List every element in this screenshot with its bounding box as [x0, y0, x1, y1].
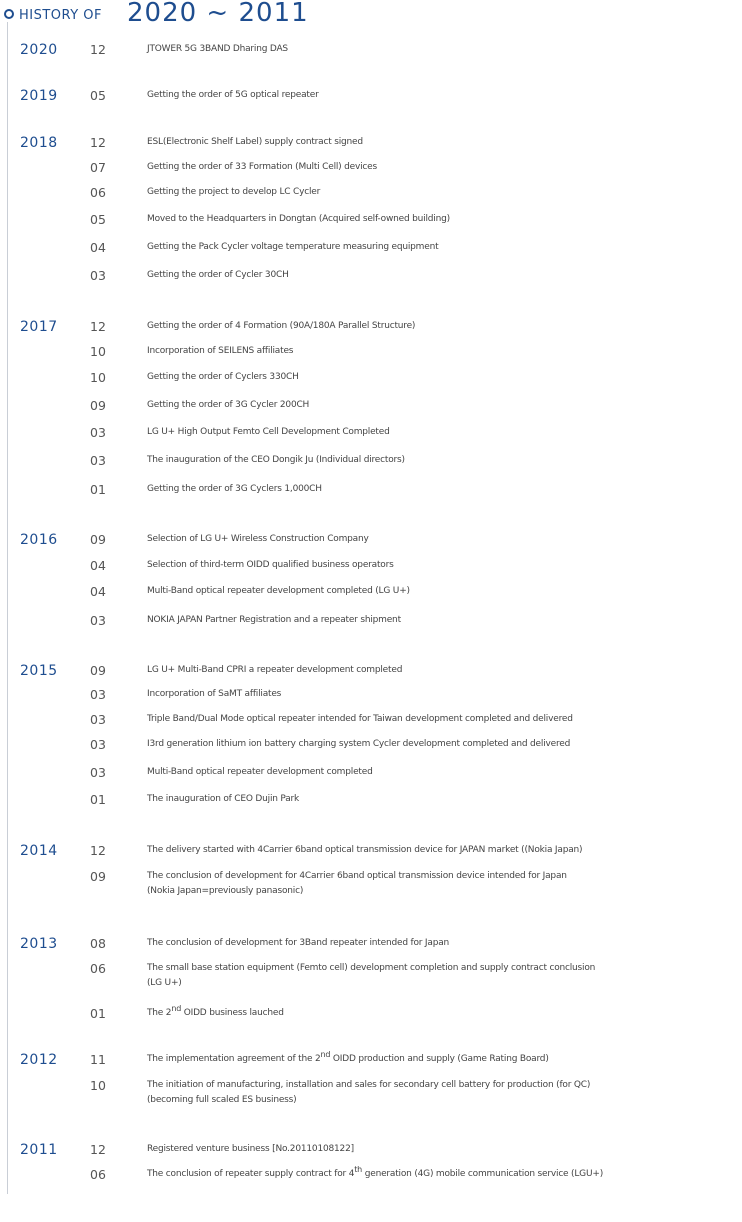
history-entry-text: [147, 843, 742, 858]
month-label: 09: [90, 869, 106, 884]
month-label: 05: [90, 88, 106, 103]
ordinal-suffix: th: [354, 1165, 363, 1174]
month-label: 09: [90, 532, 106, 547]
history-entry-text: [147, 212, 742, 227]
history-entry-text: [147, 370, 742, 385]
history-entry-text: [147, 737, 742, 752]
entry-line: Getting the order of 5G optical repeater: [147, 90, 319, 100]
history-entry-text: [147, 1006, 742, 1021]
month-label: 10: [90, 344, 106, 359]
year-label: 2020: [20, 42, 58, 58]
history-entry-text: [147, 453, 742, 468]
history-entry-text: [147, 160, 742, 175]
month-label: 12: [90, 843, 106, 858]
history-entry-text: [147, 482, 742, 497]
entry-line: Triple Band/Dual Mode optical repeater intended for Taiwan development completed and delivered: [147, 714, 573, 724]
month-label: 08: [90, 936, 106, 951]
entry-text-part: generation (4G) mobile communication service (LGU+): [362, 1169, 603, 1179]
entry-line: Getting the project to develop LC Cycler: [147, 187, 321, 197]
entry-line-continued: (LG U+): [147, 978, 182, 988]
history-entry-text: [147, 1078, 742, 1108]
circle-bullet-icon: [4, 9, 14, 19]
month-label: 04: [90, 240, 106, 255]
entry-line: Getting the order of Cyclers 330CH: [147, 372, 299, 382]
month-label: 10: [90, 1078, 106, 1093]
history-entry-text: [147, 185, 742, 200]
entry-line: I3rd generation lithium ion battery charging system Cycler development completed and delivered: [147, 739, 571, 749]
month-label: 03: [90, 613, 106, 628]
year-label: 2017: [20, 319, 58, 335]
history-entry-text: [147, 425, 742, 440]
history-header: [3, 0, 733, 30]
history-entry-text: [147, 613, 742, 628]
history-entry-text: [147, 687, 742, 702]
history-entry-text: [147, 532, 742, 547]
entry-line: Incorporation of SaMT affiliates: [147, 689, 282, 699]
entry-line: The initiation of manufacturing, installation and sales for secondary cell battery for production (for QC): [147, 1080, 591, 1090]
month-label: 01: [90, 1006, 106, 1021]
history-entry-text: [147, 1142, 742, 1157]
entry-line: Getting the order of Cycler 30CH: [147, 270, 289, 280]
month-label: 06: [90, 961, 106, 976]
entry-line-continued: (becoming full scaled ES business): [147, 1095, 297, 1105]
entry-line: The conclusion of development for 4Carrier 6band optical transmission device intended for Japan: [147, 871, 567, 881]
history-entry-text: [147, 765, 742, 780]
ordinal-suffix: nd: [171, 1004, 182, 1013]
history-entry-text: [147, 240, 742, 255]
year-label: 2018: [20, 135, 58, 151]
month-label: 01: [90, 482, 106, 497]
history-entry-text: [147, 663, 742, 678]
year-label: 2012: [20, 1052, 58, 1068]
month-label: 09: [90, 398, 106, 413]
entry-text-part: The conclusion of repeater supply contract for 4: [147, 1169, 355, 1179]
entry-line: Selection of LG U+ Wireless Construction Company: [147, 534, 369, 544]
history-entry-text: [147, 344, 742, 359]
month-label: 06: [90, 1167, 106, 1182]
history-entry-text: [147, 558, 742, 573]
month-label: 12: [90, 1142, 106, 1157]
entry-line: Getting the order of 3G Cyclers 1,000CH: [147, 484, 322, 494]
entry-line: The inauguration of CEO Dujin Park: [147, 794, 300, 804]
entry-line: The inauguration of the CEO Dongik Ju (Individual directors): [147, 455, 405, 465]
entry-line: LG U+ High Output Femto Cell Development Completed: [147, 427, 390, 437]
month-label: 12: [90, 42, 106, 57]
entry-text-part: OIDD production and supply (Game Rating Board): [330, 1054, 549, 1064]
month-label: 11: [90, 1052, 106, 1067]
month-label: 05: [90, 212, 106, 227]
month-label: 01: [90, 792, 106, 807]
entry-line: Multi-Band optical repeater development completed: [147, 767, 373, 777]
entry-line: The small base station equipment (Femto cell) development completion and supply contract conclusion: [147, 963, 596, 973]
entry-line: Getting the order of 3G Cycler 200CH: [147, 400, 310, 410]
entry-line: Moved to the Headquarters in Dongtan (Acquired self-owned building): [147, 214, 450, 224]
ordinal-suffix: nd: [320, 1050, 331, 1059]
month-label: 09: [90, 663, 106, 678]
month-label: 03: [90, 453, 106, 468]
year-label: 2015: [20, 663, 58, 679]
entry-line-continued: (Nokia Japan=previously panasonic): [147, 886, 304, 896]
year-label: 2011: [20, 1142, 58, 1158]
history-entry-text: [147, 1167, 742, 1182]
year-label: 2014: [20, 843, 58, 859]
entry-line: LG U+ Multi-Band CPRI a repeater development completed: [147, 665, 403, 675]
entry-line: NOKIA JAPAN Partner Registration and a repeater shipment: [147, 615, 401, 625]
timeline-line: [7, 22, 8, 1194]
history-entry-text: [147, 961, 742, 991]
entry-line: The conclusion of development for 3Band repeater intended for Japan: [147, 938, 450, 948]
history-entry-text: [147, 712, 742, 727]
month-label: 03: [90, 425, 106, 440]
header-prefix: HISTORY OF: [19, 8, 103, 23]
year-label: 2013: [20, 936, 58, 952]
month-label: 12: [90, 319, 106, 334]
header-year-range: 2020 ~ 2011: [127, 0, 309, 28]
month-label: 04: [90, 584, 106, 599]
entry-line: Getting the Pack Cycler voltage temperature measuring equipment: [147, 242, 439, 252]
month-label: 03: [90, 268, 106, 283]
month-label: 10: [90, 370, 106, 385]
month-label: 03: [90, 687, 106, 702]
history-entry-text: [147, 1052, 742, 1067]
history-entry-text: [147, 398, 742, 413]
month-label: 06: [90, 185, 106, 200]
entry-line: The delivery started with 4Carrier 6band optical transmission device for JAPAN market ((Nokia Japan): [147, 845, 583, 855]
month-label: 12: [90, 135, 106, 150]
entry-line: JTOWER 5G 3BAND Dharing DAS: [147, 44, 288, 54]
entry-line: Selection of third-term OIDD qualified business operators: [147, 560, 394, 570]
entry-text-part: The implementation agreement of the 2: [147, 1054, 321, 1064]
history-entry-text: [147, 88, 742, 103]
month-label: 03: [90, 737, 106, 752]
month-label: 07: [90, 160, 106, 175]
history-entry-text: [147, 936, 742, 951]
entry-line: Getting the order of 33 Formation (Multi Cell) devices: [147, 162, 377, 172]
history-entry-text: [147, 268, 742, 283]
entry-text-part: The 2: [147, 1008, 172, 1018]
year-label: 2016: [20, 532, 58, 548]
history-entry-text: [147, 319, 742, 334]
history-entry-text: [147, 792, 742, 807]
history-entry-text: [147, 869, 742, 899]
entry-line: Registered venture business [No.20110108122]: [147, 1144, 354, 1154]
history-entry-text: [147, 135, 742, 150]
history-entry-text: [147, 42, 742, 57]
entry-text-part: OIDD business lauched: [181, 1008, 284, 1018]
month-label: 04: [90, 558, 106, 573]
entry-line: Getting the order of 4 Formation (90A/180A Parallel Structure): [147, 321, 416, 331]
month-label: 03: [90, 765, 106, 780]
entry-line: Incorporation of SEILENS affiliates: [147, 346, 294, 356]
year-label: 2019: [20, 88, 58, 104]
history-entry-text: [147, 584, 742, 599]
month-label: 03: [90, 712, 106, 727]
entry-line: ESL(Electronic Shelf Label) supply contract signed: [147, 137, 363, 147]
entry-line: Multi-Band optical repeater development completed (LG U+): [147, 586, 410, 596]
